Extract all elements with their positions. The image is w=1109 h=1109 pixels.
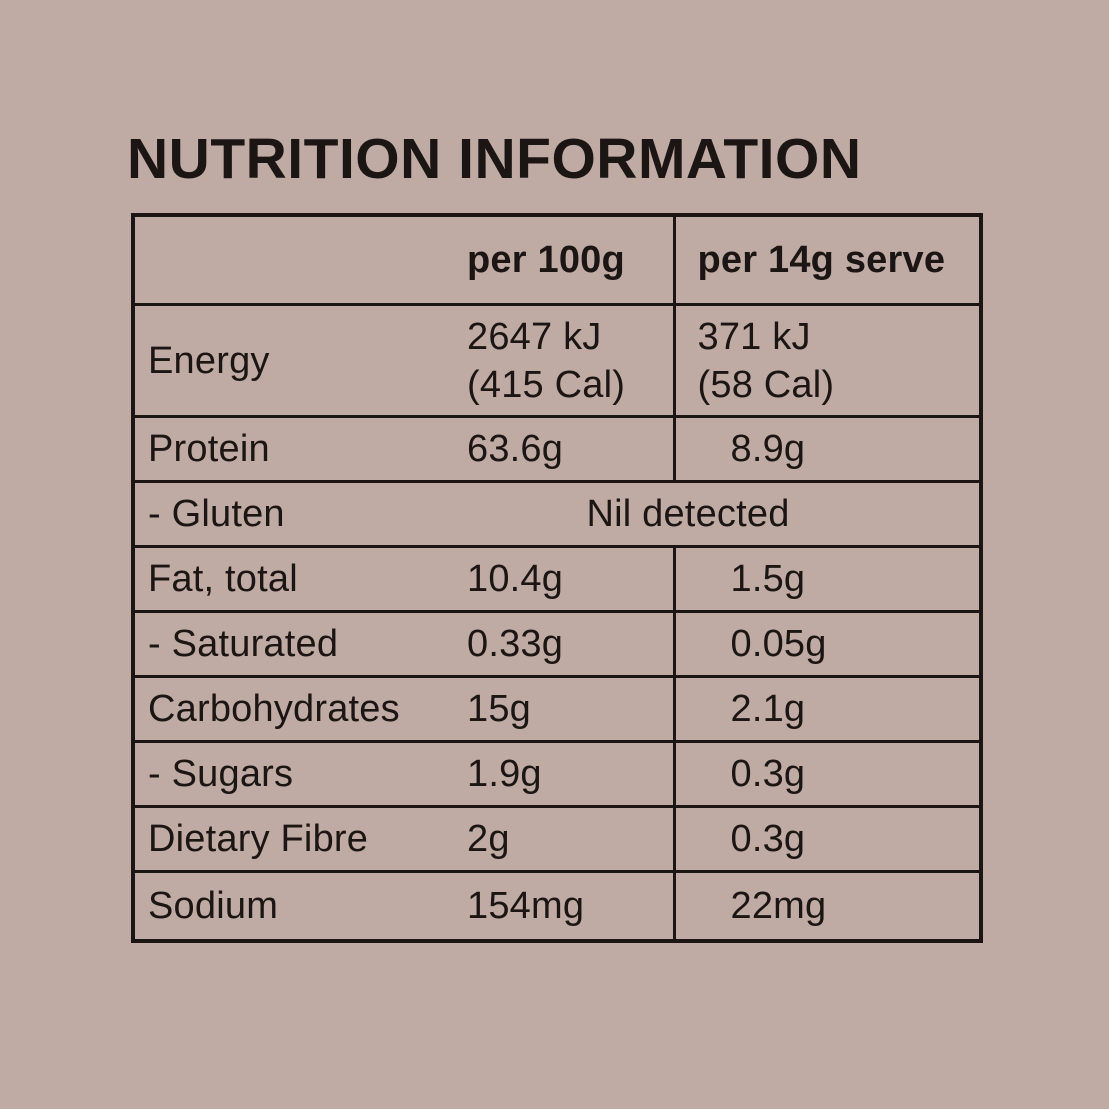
row-label: - Saturated xyxy=(133,612,467,677)
table-row-fat xyxy=(133,547,981,612)
nutrition-table xyxy=(131,213,983,943)
carbohydrates-per-serve: 2.1g xyxy=(674,677,981,742)
table-row-energy xyxy=(133,305,981,417)
fat-per-100g: 10.4g xyxy=(467,547,674,612)
table-row-sugars xyxy=(133,742,981,807)
table-row-carbohydrates xyxy=(133,677,981,742)
energy-kj-serve: 371 kJ xyxy=(697,315,811,358)
header-per-100g: per 100g xyxy=(467,215,674,305)
table-row-sodium xyxy=(133,872,981,942)
table-row-dietary-fibre xyxy=(133,807,981,872)
table-row-protein xyxy=(133,417,981,482)
sugars-per-100g: 1.9g xyxy=(467,742,674,807)
row-label: Energy xyxy=(133,305,467,417)
table-header-row xyxy=(133,215,981,305)
sodium-per-100g: 154mg xyxy=(467,872,674,942)
header-empty-cell xyxy=(133,215,467,305)
fibre-per-serve: 0.3g xyxy=(674,807,981,872)
energy-kj-100g: 2647 kJ xyxy=(467,315,602,358)
header-per-serve: per 14g serve xyxy=(674,215,981,305)
saturated-per-100g: 0.33g xyxy=(467,612,674,677)
row-label: Fat, total xyxy=(133,547,467,612)
table-row-gluten xyxy=(133,482,981,547)
table-row-saturated xyxy=(133,612,981,677)
row-label: Carbohydrates xyxy=(133,677,467,742)
row-label: Dietary Fibre xyxy=(133,807,467,872)
energy-cal-serve: (58 Cal) xyxy=(697,363,835,406)
energy-per-100g xyxy=(467,305,674,417)
sugars-per-serve: 0.3g xyxy=(674,742,981,807)
row-label: Sodium xyxy=(133,872,467,942)
fat-per-serve: 1.5g xyxy=(674,547,981,612)
energy-per-serve xyxy=(674,305,981,417)
saturated-per-serve: 0.05g xyxy=(674,612,981,677)
fibre-per-100g: 2g xyxy=(467,807,674,872)
page-title: NUTRITION INFORMATION xyxy=(127,127,862,191)
row-label: - Gluten xyxy=(133,482,467,547)
protein-per-serve: 8.9g xyxy=(674,417,981,482)
row-label: Protein xyxy=(133,417,467,482)
gluten-combined-value: Nil detected xyxy=(467,482,981,547)
carbohydrates-per-100g: 15g xyxy=(467,677,674,742)
energy-cal-100g: (415 Cal) xyxy=(467,363,626,406)
row-label: - Sugars xyxy=(133,742,467,807)
protein-per-100g: 63.6g xyxy=(467,417,674,482)
sodium-per-serve: 22mg xyxy=(674,872,981,942)
